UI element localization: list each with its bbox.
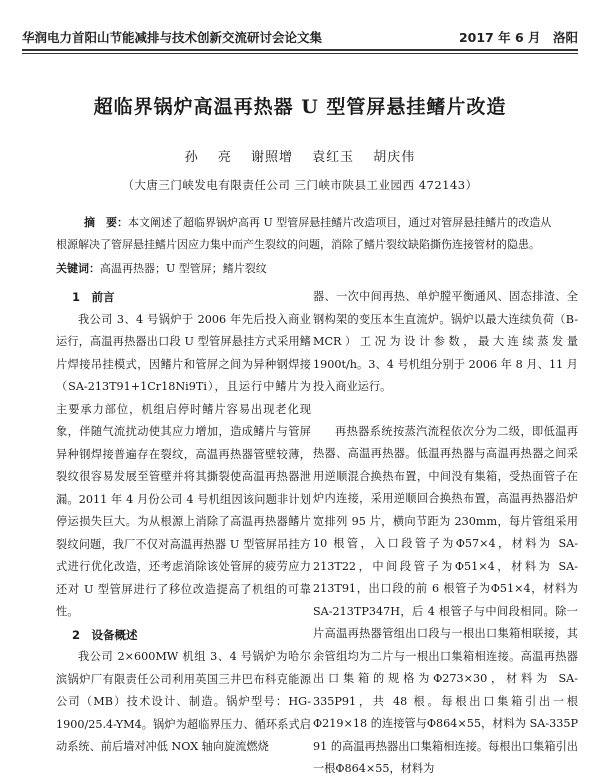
keywords-label: 关键词： bbox=[56, 262, 100, 275]
section-heading-1: 1 前言 bbox=[72, 290, 115, 304]
paragraph-gap bbox=[313, 399, 578, 421]
body-paragraph: 我公司 3、4 号锅炉于 2006 年先后投入商业运行，高温再热器出口段 U 型管屏悬挂方式采用鳍片焊接吊挂模式，因鳍片和管屏之间为异种钢焊接（SA-213T91+1Cr18Ni9Ti），且运行中鳍片为主要承力部位，机组启停时鳍片容易出现老化现象，伴随气流扰动使其应力增加，造成鳍片与管屏异种钢焊接普遍存在裂纹，高温再热器管壁较薄，裂纹很容易发展至管壁并将其撕裂使高温再热器泄漏。2011 年 4 月份公司 4 号机组因该问题非计划停运损失巨大。为从根源上消除了高温再热器鳍片裂纹问题，我厂不仅对高温再热器 U 型管屏吊挂方式进行优化改造，还考虑消除该处管屏的疲劳应力还对 U 型管屏进行了移位改造提高了机组的可靠性。 bbox=[56, 312, 311, 618]
body-paragraph: 再热器系统按蒸汽流程依次分为二级，即低温再热器、高温再热器。低温再热器与高温再热器之间采用逆顺混合换热布置，中间没有集箱，受热面管子在炉内连接，采用逆顺回合换热布置，高温再热器沿炉宽排列 95 片，横向节距为 230mm，每片管组采用 10 根管，入口段管子为Φ57×4，材料为 SA-213T22，中间段管子为Φ51×4，材料为 SA-213T91，出口段的前 6 根管子为Φ51×4，材料为 SA-213TP347H，后 4 根管子与中间段相同。除一片高温再热器管组出口段与一根出口集箱相联接，其余管组均为二片与一根出口集箱相连接。高温再热器出口集箱的规格为Φ273×30，材料为 SA-335P91，共 48 根。每根出口集箱引出一根Φ219×18 的连接管与Φ864×55，材料为 SA-335P 91 的高温再热器出口集箱相连接。每根出口集箱引出一根Φ864×55，材料为 bbox=[313, 424, 578, 775]
running-header bbox=[22, 28, 578, 46]
paper-title: 超临界锅炉高温再热器 U 型管屏悬挂鳍片改造 bbox=[93, 96, 507, 118]
authors: 孙 亮 谢照增 袁红玉 胡庆伟 bbox=[184, 150, 416, 165]
left-column bbox=[56, 286, 311, 759]
header-rule bbox=[22, 49, 578, 51]
keywords-text: 高温再热器；U 型管屏；鳍片裂纹 bbox=[100, 262, 267, 275]
keywords bbox=[56, 260, 560, 276]
header-rule-thin bbox=[22, 53, 578, 54]
abstract-label: 摘 要： bbox=[84, 216, 128, 229]
right-column bbox=[313, 286, 578, 781]
section-heading-2: 2 设备概述 bbox=[72, 627, 138, 642]
date-place: 2017 年 6 月 洛阳 bbox=[458, 30, 578, 45]
abstract-text: 本文阐述了超临界锅炉高再 U 型管屏悬挂鳍片改造项目，通过对管屏悬挂鳍片的改造从根源解决了管屏悬挂鳍片因应力集中而产生裂纹的问题，消除了鳍片裂纹缺陷撕伤连接管材的隐患。 bbox=[56, 216, 552, 251]
affiliation: （大唐三门峡发电有限责任公司 三门峡市陕县工业园西 472143） bbox=[122, 178, 478, 192]
body-paragraph: 器、一次中间再热、单炉膛平衡通风、固态排渣、全钢构架的变压本生直流炉。锅炉以最大连续负荷（B-MCR）工况为设计参数，最大连续蒸发量 1900t/h。3、4 号机组分别于 2006 年 8 月、11 月投入商业运行。 bbox=[313, 290, 578, 393]
abstract bbox=[56, 212, 560, 256]
body-paragraph: 我公司 2×600MW 机组 3、4 号锅炉为哈尔滨锅炉厂有限责任公司利用英国三井巴布科克能源公司（MB）技术设计、制造。锅炉型号：HG-1900/25.4-YM4。锅炉为超临界压力、循环系式启动系统、前后墙对冲低 NOX 轴向旋流燃烧 bbox=[56, 650, 311, 753]
proceedings-title: 华润电力首阳山节能减排与技术创新交流研讨会论文集 bbox=[22, 30, 323, 45]
